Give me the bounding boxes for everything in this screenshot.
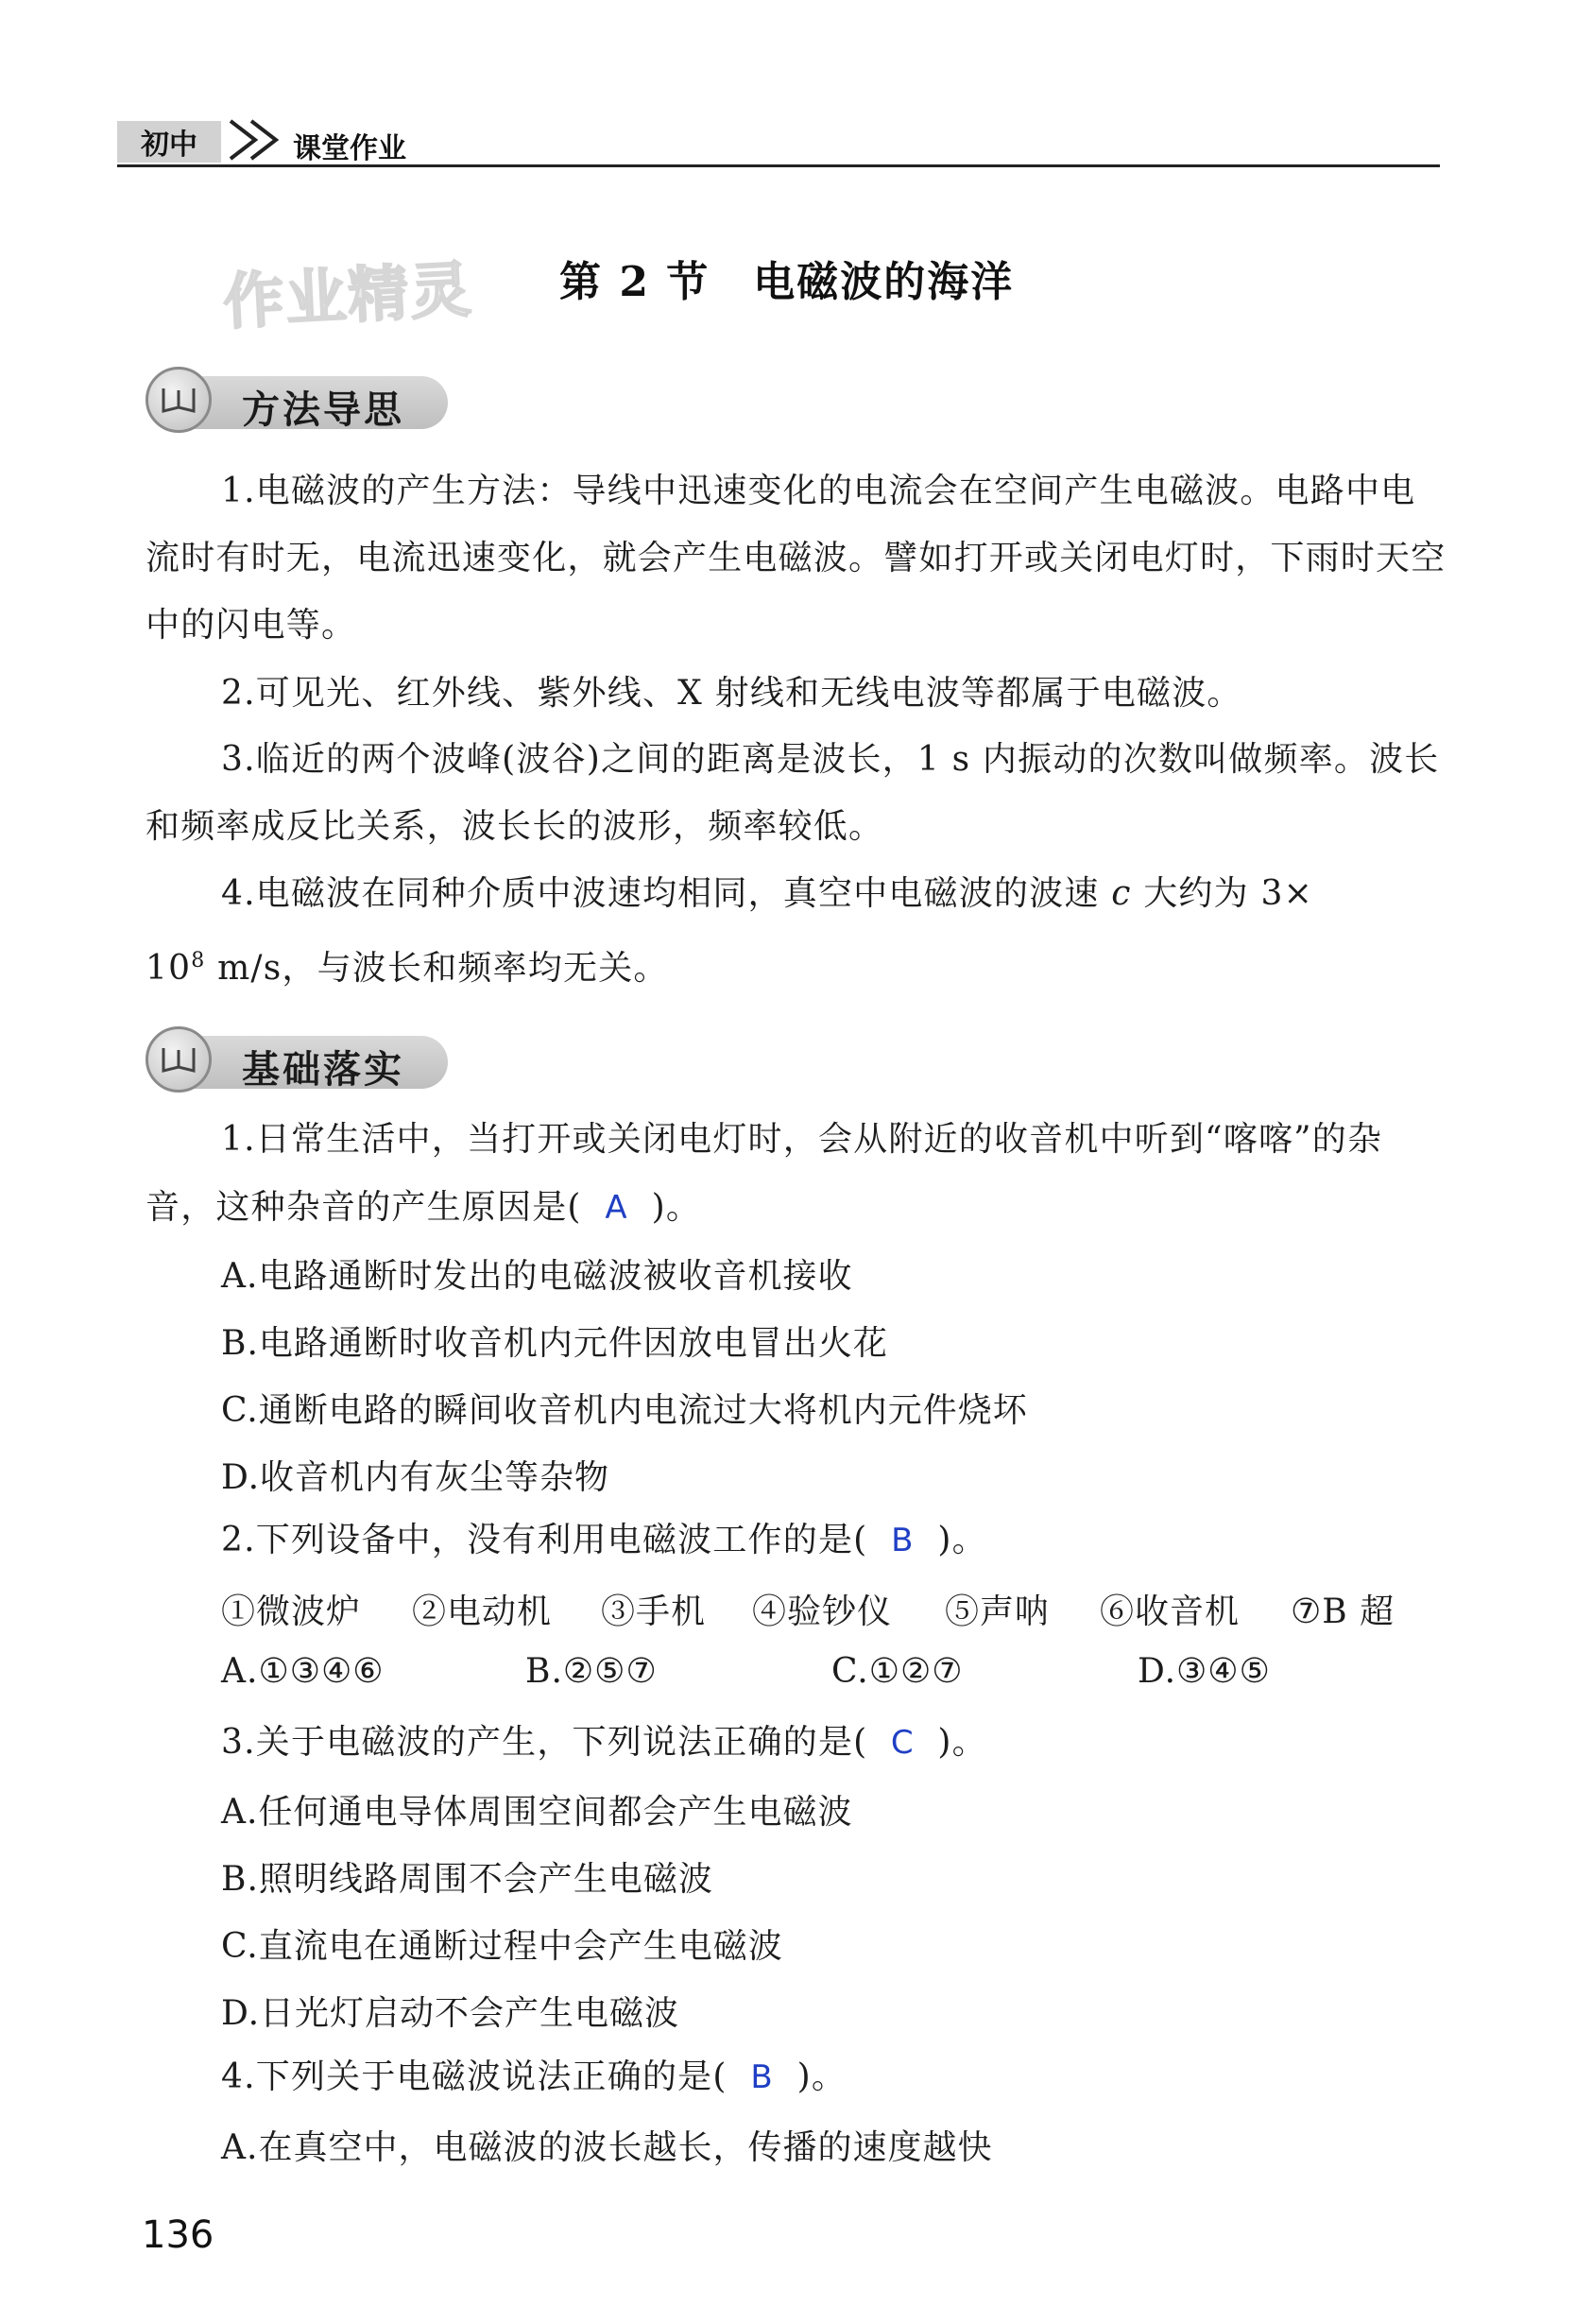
q2-device-6: ⑥收音机: [1100, 1592, 1241, 1631]
question-1-line-1: 1.日常生活中，当打开或关闭电灯时，会从附近的收音机中听到“喀喀”的杂: [221, 1120, 1383, 1159]
chapter-title: 第 2 节 电磁波的海洋: [559, 258, 1015, 306]
section-heading-label: 方法导思: [242, 387, 404, 432]
method-paragraph-4: 4.电磁波在同种介质中波速均相同，真空中电磁波的波速 c 大约为 3× $10^8$ m/s，与波长和频率均无关。: [146, 874, 1313, 988]
q1-option-a: A.电路通断时发出的电磁波被收音机接收: [221, 1257, 853, 1296]
method-paragraph-2: 2.可见光、红外线、紫外线、X 射线和无线电波等都属于电磁波。: [221, 674, 1242, 713]
q2-option-a: A.①③④⑥: [221, 1652, 385, 1691]
section-heading-basics: [146, 1026, 450, 1094]
q3-option-d: D.日光灯启动不会产生电磁波: [221, 1994, 680, 2033]
q2-option-c: C.①②⑦: [831, 1652, 964, 1691]
section-heading-method: [146, 367, 450, 435]
q1-option-d: D.收音机内有灰尘等杂物: [221, 1458, 610, 1497]
question-2-stem: 2.下列设备中，没有利用电磁波工作的是( B )。: [221, 1516, 987, 1565]
watermark-logo: 作业精灵: [221, 255, 475, 338]
q2-option-b: B.②⑤⑦: [525, 1652, 658, 1691]
q2-device-7: ⑦B 超: [1291, 1592, 1395, 1631]
page-number: 136: [142, 2213, 214, 2257]
q2-device-3: ③手机: [601, 1592, 707, 1631]
method-paragraph-1: 1.电磁波的产生方法：导线中迅速变化的电流会在空间产生电磁波。电路中电流时有时无，电流迅速变化，就会产生电磁波。譬如打开或关闭电灯时，下雨时天空中的闪电等。: [146, 472, 1447, 645]
book-title: 课堂作业: [293, 132, 406, 165]
q3-option-b: B.照明线路周围不会产生电磁波: [221, 1860, 713, 1899]
answer-q4: B: [750, 2058, 774, 2096]
answer-q2: B: [891, 1522, 915, 1559]
page-header: [117, 121, 1440, 167]
book-icon: [146, 367, 212, 433]
q2-option-d: D.③④⑤: [1138, 1652, 1271, 1691]
q4-option-a: A.在真空中，电磁波的波长越长，传播的速度越快: [221, 2128, 993, 2167]
q2-device-1: ①微波炉: [221, 1592, 362, 1631]
q1-option-b: B.电路通断时收音机内元件因放电冒出火花: [221, 1324, 888, 1363]
method-paragraph-3: 3.临近的两个波峰(波谷)之间的距离是波长，1 s 内振动的次数叫做频率。波长和频率成反比关系，波长长的波形，频率较低。: [146, 740, 1440, 846]
series-label: 初中: [117, 121, 221, 163]
book-icon: [146, 1026, 212, 1093]
answer-q3: C: [890, 1724, 915, 1762]
q3-option-a: A.任何通电导体周围空间都会产生电磁波: [221, 1793, 853, 1832]
question-4-stem: 4.下列关于电磁波说法正确的是( B )。: [221, 2053, 847, 2102]
q2-device-4: ④验钞仪: [752, 1592, 893, 1631]
q1-option-c: C.通断电路的瞬间收音机内电流过大将机内元件烧坏: [221, 1391, 1028, 1430]
answer-q1: A: [605, 1189, 628, 1227]
q2-device-2: ②电动机: [412, 1592, 553, 1631]
q2-device-5: ⑤声呐: [945, 1592, 1051, 1631]
section-heading-label: 基础落实: [242, 1047, 404, 1092]
question-1-line-2: 音，这种杂音的产生原因是( A )。: [146, 1183, 701, 1232]
question-3-stem: 3.关于电磁波的产生，下列说法正确的是( C )。: [221, 1718, 987, 1767]
q3-option-c: C.直流电在通断过程中会产生电磁波: [221, 1927, 783, 1966]
double-chevron-icon: [223, 115, 289, 164]
